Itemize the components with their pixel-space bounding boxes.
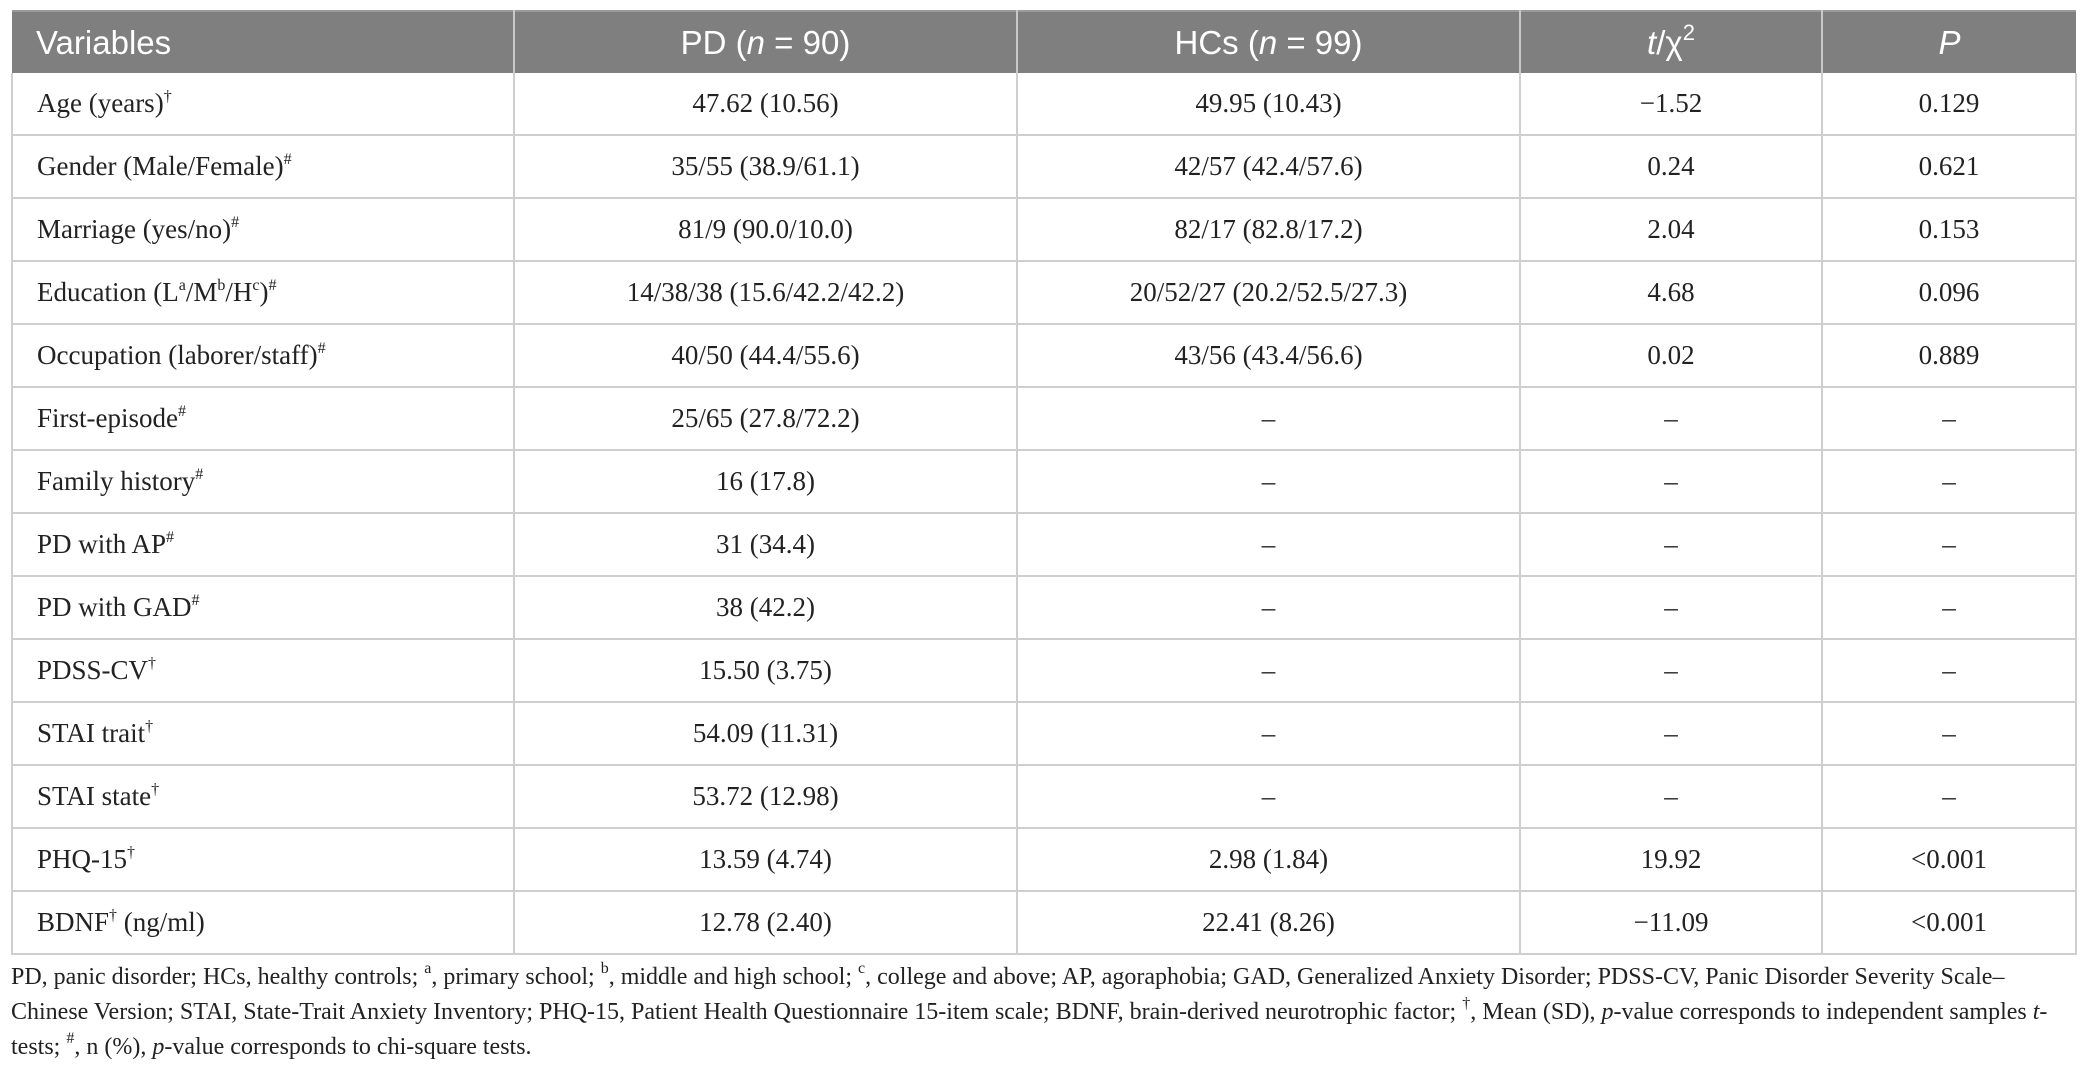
variable-cell: Family history#: [12, 450, 514, 513]
table-row: [12, 198, 2076, 261]
p-value-cell: 0.129: [1822, 73, 2076, 135]
hc-value-cell: 42/57 (42.4/57.6): [1017, 135, 1520, 198]
hc-value-cell: –: [1017, 576, 1520, 639]
hc-value-cell: 43/56 (43.4/56.6): [1017, 324, 1520, 387]
statistic-cell: –: [1520, 765, 1822, 828]
statistic-cell: –: [1520, 576, 1822, 639]
variable-cell: BDNF† (ng/ml): [12, 891, 514, 954]
table-row: [12, 765, 2076, 828]
p-value-cell: –: [1822, 387, 2076, 450]
p-value-cell: –: [1822, 576, 2076, 639]
table-row: [12, 702, 2076, 765]
variable-cell: Marriage (yes/no)#: [12, 198, 514, 261]
statistic-cell: 2.04: [1520, 198, 1822, 261]
variable-cell: STAI state†: [12, 765, 514, 828]
table-row: [12, 73, 2076, 135]
variable-cell: PD with AP#: [12, 513, 514, 576]
statistic-cell: 0.24: [1520, 135, 1822, 198]
p-value-cell: –: [1822, 702, 2076, 765]
pd-value-cell: 38 (42.2): [514, 576, 1017, 639]
statistic-cell: 4.68: [1520, 261, 1822, 324]
hc-value-cell: 82/17 (82.8/17.2): [1017, 198, 1520, 261]
hc-value-cell: –: [1017, 513, 1520, 576]
statistic-cell: –: [1520, 513, 1822, 576]
header-hcs: HCs (n = 99): [1017, 11, 1520, 73]
pd-value-cell: 54.09 (11.31): [514, 702, 1017, 765]
statistic-cell: 19.92: [1520, 828, 1822, 891]
pd-value-cell: 40/50 (44.4/55.6): [514, 324, 1017, 387]
statistic-cell: –: [1520, 639, 1822, 702]
statistic-cell: –: [1520, 387, 1822, 450]
header-statistic: $t/\chi^2$: [1520, 11, 1822, 73]
variable-cell: Gender (Male/Female)#: [12, 135, 514, 198]
statistic-cell: −11.09: [1520, 891, 1822, 954]
statistic-cell: –: [1520, 702, 1822, 765]
pd-value-cell: 14/38/38 (15.6/42.2/42.2): [514, 261, 1017, 324]
pd-value-cell: 15.50 (3.75): [514, 639, 1017, 702]
header-pd: PD (n = 90): [514, 11, 1017, 73]
table-footnote: PD, panic disorder; HCs, healthy controls; $^a$, primary school; $^b$, middle and high school; $^c$, college and above; AP, agoraphobia; GAD, Generalized Anxiety Disorder; PDSS-CV, Panic Disorder Severity Scale–Chinese Version; STAI, State-Trait Anxiety Inventory; PHQ-15, Patient Health Questionnaire 15-item scale; BDNF, brain-derived neurotrophic factor; †, Mean (SD), p-value corresponds to independent samples t-tests; #, n (%), p-value corresponds to chi-square tests.: [11, 960, 2048, 1060]
hc-value-cell: 22.41 (8.26): [1017, 891, 1520, 954]
p-value-cell: 0.096: [1822, 261, 2076, 324]
p-value-cell: <0.001: [1822, 828, 2076, 891]
p-value-cell: 0.621: [1822, 135, 2076, 198]
pd-value-cell: 25/65 (27.8/72.2): [514, 387, 1017, 450]
hc-value-cell: 49.95 (10.43): [1017, 73, 1520, 135]
pd-value-cell: 12.78 (2.40): [514, 891, 1017, 954]
variable-cell: Occupation (laborer/staff)#: [12, 324, 514, 387]
table-row: [12, 324, 2076, 387]
hc-value-cell: –: [1017, 450, 1520, 513]
variable-cell: First-episode#: [12, 387, 514, 450]
table-row: [12, 387, 2076, 450]
variable-cell: PD with GAD#: [12, 576, 514, 639]
hc-value-cell: –: [1017, 639, 1520, 702]
variable-cell: Education $(L^a/M^b/H^c)^{\#}$: [12, 261, 514, 324]
header-p: P: [1822, 11, 2076, 73]
pd-value-cell: 81/9 (90.0/10.0): [514, 198, 1017, 261]
hc-value-cell: 2.98 (1.84): [1017, 828, 1520, 891]
pd-value-cell: 16 (17.8): [514, 450, 1017, 513]
table-container: [11, 10, 2075, 955]
header-row: [12, 11, 2076, 73]
statistic-cell: –: [1520, 450, 1822, 513]
p-value-cell: 0.889: [1822, 324, 2076, 387]
table-row: [12, 261, 2076, 324]
statistic-cell: −1.52: [1520, 73, 1822, 135]
p-value-cell: –: [1822, 450, 2076, 513]
table-row: [12, 828, 2076, 891]
hc-value-cell: –: [1017, 765, 1520, 828]
table-row: [12, 576, 2076, 639]
table-row: [12, 513, 2076, 576]
pd-value-cell: 35/55 (38.9/61.1): [514, 135, 1017, 198]
table-row: [12, 639, 2076, 702]
p-value-cell: 0.153: [1822, 198, 2076, 261]
hc-value-cell: –: [1017, 702, 1520, 765]
p-value-cell: –: [1822, 513, 2076, 576]
p-value-cell: <0.001: [1822, 891, 2076, 954]
pd-value-cell: 47.62 (10.56): [514, 73, 1017, 135]
hc-value-cell: –: [1017, 387, 1520, 450]
table-row: [12, 135, 2076, 198]
table-row: [12, 891, 2076, 954]
statistic-cell: 0.02: [1520, 324, 1822, 387]
table-row: [12, 450, 2076, 513]
p-value-cell: –: [1822, 765, 2076, 828]
pd-value-cell: 31 (34.4): [514, 513, 1017, 576]
pd-value-cell: 13.59 (4.74): [514, 828, 1017, 891]
table-body: [12, 73, 2076, 954]
data-table: [11, 10, 2077, 955]
hc-value-cell: 20/52/27 (20.2/52.5/27.3): [1017, 261, 1520, 324]
variable-cell: PDSS-CV†: [12, 639, 514, 702]
p-value-cell: –: [1822, 639, 2076, 702]
variable-cell: PHQ-15†: [12, 828, 514, 891]
variable-cell: Age (years)†: [12, 73, 514, 135]
variable-cell: STAI trait†: [12, 702, 514, 765]
header-variables: Variables: [12, 11, 514, 73]
pd-value-cell: 53.72 (12.98): [514, 765, 1017, 828]
